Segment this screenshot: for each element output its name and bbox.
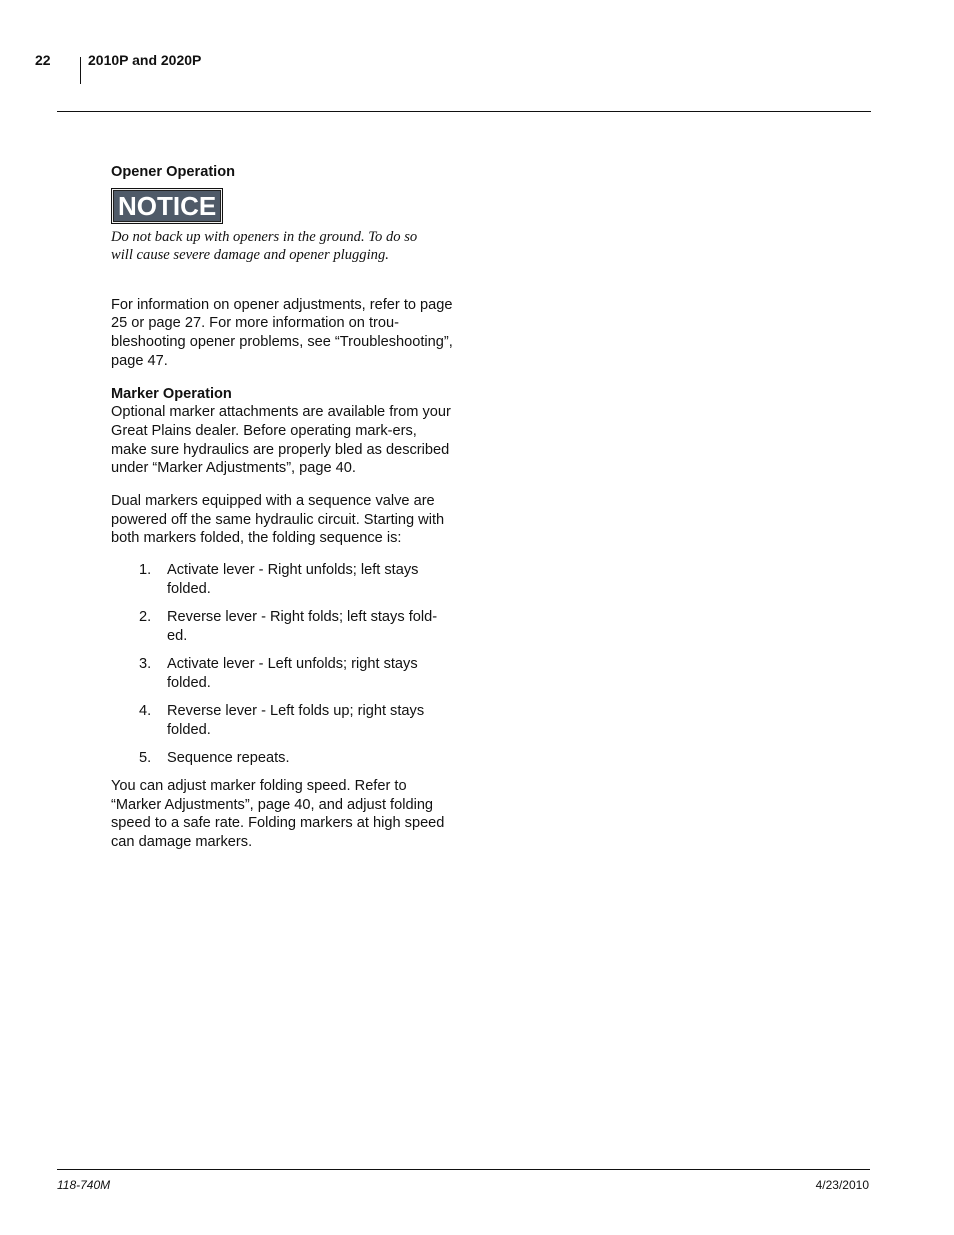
marker-paragraph-2: Dual markers equipped with a sequence valve are powered off the same hydraulic circuit. Starting with both markers folded, the folding sequence is: [111,493,445,547]
document-number: 118-740M [57,1178,111,1192]
opener-info-paragraph: For information on opener adjustments, refer to page 25 or page 27. For more information on trou-bleshooting opener problems, see “Troubleshooting”, page 47. [111,296,453,369]
list-item [111,702,456,739]
document-date: 4/23/2010 [815,1178,869,1192]
step-text: Reverse lever - Right folds; left stays fold-ed. [167,609,438,644]
step-text: Activate lever - Right unfolds; left stays folded. [167,562,419,597]
step-number: 5. [139,749,152,766]
step-text: Sequence repeats. [167,749,290,766]
step-number: 2. [139,609,152,626]
marker-operation-heading: Marker Operation [111,385,232,402]
notice-text: Do not back up with openers in the ground. To do so will cause severe damage and opener plugging. [111,228,418,264]
list-item [111,608,456,645]
list-item [111,655,456,692]
notice-badge [111,188,223,224]
model-title: 2010P and 2020P [88,52,202,68]
list-item [111,749,456,768]
step-number: 3. [139,655,152,672]
list-item [111,561,456,598]
step-number: 4. [139,702,152,719]
step-number: 1. [139,562,152,579]
notice-label: NOTICE [113,190,221,222]
marker-paragraph-3: You can adjust marker folding speed. Refer to “Marker Adjustments”, page 40, and adjust folding speed to a safe rate. Folding markers at high speed can damage markers. [111,777,445,851]
main-content [111,163,456,852]
header-divider [80,57,81,84]
folding-sequence-list [111,561,456,767]
page-number: 22 [35,52,51,68]
step-text: Reverse lever - Left folds up; right stays folded. [167,702,425,738]
marker-paragraph-1: Optional marker attachments are available from your Great Plains dealer. Before operating mark-ers, make sure hydraulics are properly bled as described under “Marker Adjustments”, page 40. [111,404,451,477]
opener-operation-heading: Opener Operation [111,164,236,180]
step-text: Activate lever - Left unfolds; right stays folded. [167,655,418,691]
header-rule [57,111,871,112]
footer-rule [57,1169,870,1170]
